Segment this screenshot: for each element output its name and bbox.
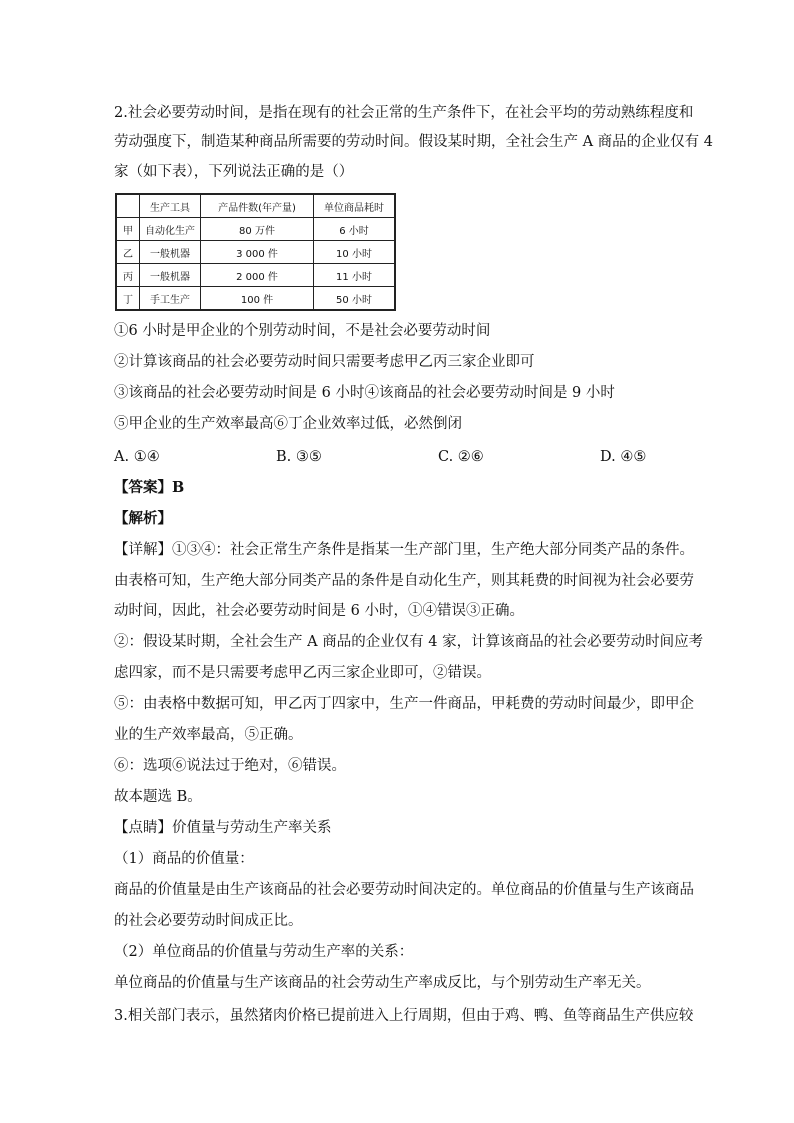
analysis-line: ⑤：由表格中数据可知，甲乙丙丁四家中，生产一件商品，甲耗费的劳动时间最少，即甲企 [114,696,694,712]
statement-line-1: ①6 小时是甲企业的个别劳动时间，不是社会必要劳动时间 [114,323,491,339]
table-header-cell: 生产工具 [140,194,201,218]
analysis-line: 【点睛】价值量与劳动生产率关系 [114,820,332,836]
table-cell: 丁 [116,287,140,311]
analysis-line: 故本题选 B。 [114,789,202,805]
table-cell: 100 件 [201,287,314,311]
table-header-cell [116,194,140,218]
analysis-line: 虑四家，而不是只需要考虑甲乙丙三家企业即可，②错误。 [114,665,491,681]
table-row [116,287,395,311]
table-row [116,218,395,241]
analysis-line: 单位商品的价值量与生产该商品的社会劳动生产率成反比，与个别劳动生产率无关。 [114,975,651,991]
enterprise-table [115,193,396,311]
analysis-line: 【详解】①③④：社会正常生产条件是指某一生产部门里，生产绝大部分同类产品的条件。 [114,542,694,558]
table-cell: 丙 [116,264,140,287]
statement-line-2: ②计算该商品的社会必要劳动时间只需要考虑甲乙丙三家企业即可 [114,354,535,370]
table-cell: 甲 [116,218,140,241]
analysis-line: （2）单位商品的价值量与劳动生产率的关系： [114,944,414,960]
option-a: A. ①④ [114,449,160,465]
analysis-line: 动时间，因此，社会必要劳动时间是 6 小时，①④错误③正确。 [114,603,524,619]
table-header-row [116,194,395,218]
table-cell: 11 小时 [314,264,396,287]
option-b: B. ③⑤ [276,449,322,465]
table-row [116,264,395,287]
analysis-line: （1）商品的价值量： [114,851,254,867]
table-cell: 2 000 件 [201,264,314,287]
analysis-line: ⑥：选项⑥说法过于绝对，⑥错误。 [114,758,346,774]
question-2-stem-line-3: 家（如下表），下列说法正确的是（） [114,164,354,180]
table-cell: 50 小时 [314,287,396,311]
table-cell: 6 小时 [314,218,396,241]
table-cell: 乙 [116,241,140,264]
analysis-line: ②：假设某时期，全社会生产 A 商品的企业仅有 4 家，计算该商品的社会必要劳动时间应考 [114,634,704,650]
table-header-cell: 单位商品耗时 [314,194,396,218]
table-cell: 自动化生产 [140,218,201,241]
analysis-line: 的社会必要劳动时间成正比。 [114,913,303,929]
question-3-stem-line-1: 3.相关部门表示，虽然猪肉价格已提前进入上行周期，但由于鸡、鸭、鱼等商品生产供应较 [114,1008,694,1024]
question-2-stem-line-2: 劳动强度下，制造某种商品所需要的劳动时间。假设某时期，全社会生产 A 商品的企业仅有 4 [114,134,714,150]
analysis-line: 商品的价值量是由生产该商品的社会必要劳动时间决定的。单位商品的价值量与生产该商品 [114,882,694,898]
table-cell: 3 000 件 [201,241,314,264]
analysis-heading: 【解析】 [114,510,172,527]
question-2-stem-line-1: 2.社会必要劳动时间，是指在现有的社会正常的生产条件下，在社会平均的劳动熟练程度和 [114,105,694,121]
analysis-line: 由表格可知，生产绝大部分同类产品的条件是自动化生产，则其耗费的时间视为社会必要劳 [114,573,694,589]
table-cell: 80 万件 [201,218,314,241]
table-row [116,241,395,264]
table-cell: 手工生产 [140,287,201,311]
table-cell: 一般机器 [140,264,201,287]
statement-line-4: ⑤甲企业的生产效率最高⑥丁企业效率过低，必然倒闭 [114,416,462,432]
option-c: C. ②⑥ [438,449,484,465]
table-cell: 一般机器 [140,241,201,264]
table-cell: 10 小时 [314,241,396,264]
statement-line-3: ③该商品的社会必要劳动时间是 6 小时④该商品的社会必要劳动时间是 9 小时 [114,385,615,401]
answer-line: 【答案】B [114,479,185,496]
option-d: D. ④⑤ [600,449,647,465]
table-header-cell: 产品件数(年产量) [201,194,314,218]
analysis-line: 业的生产效率最高，⑤正确。 [114,727,303,743]
